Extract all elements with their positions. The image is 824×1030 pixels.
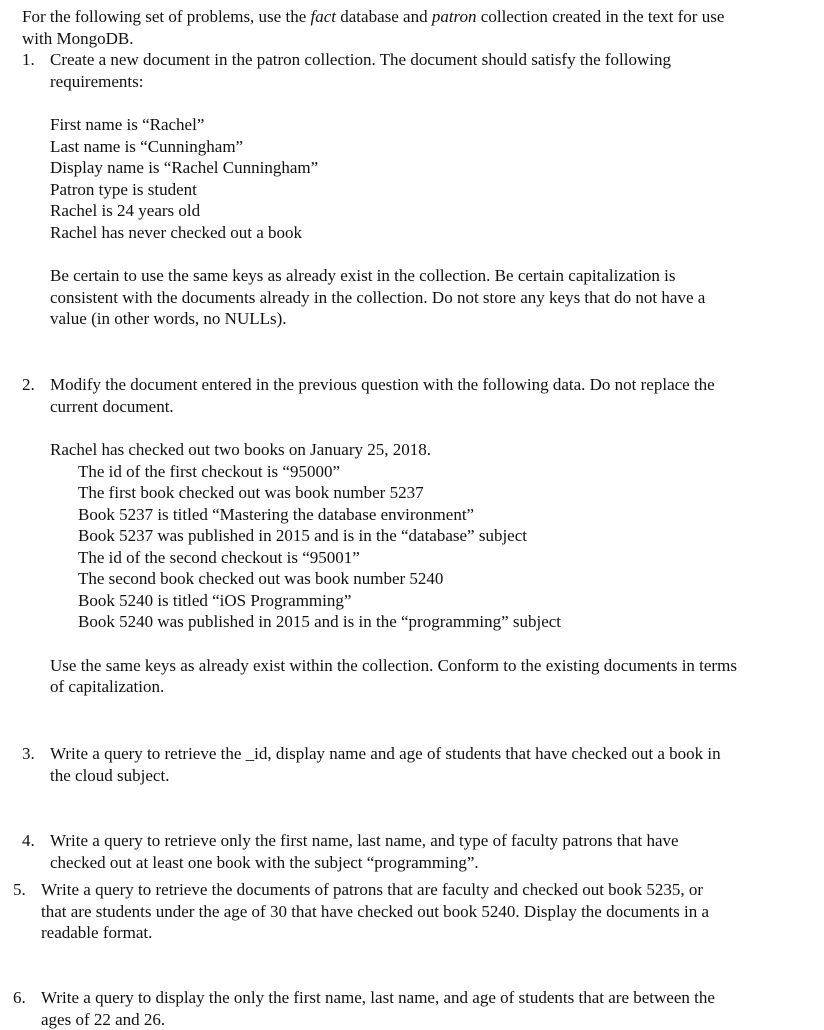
question-text-line: Write a query to display the only the first name, last name, and age of students that are between the xyxy=(41,987,824,1009)
question-text-line: Create a new document in the patron collection. The document should satisfy the following xyxy=(50,49,820,71)
note-line: value (in other words, no NULLs). xyxy=(50,308,820,330)
checkout-detail: Book 5237 was published in 2015 and is in the “database” subject xyxy=(50,525,824,547)
question-number: 5. xyxy=(13,879,26,901)
question-number: 2. xyxy=(22,374,35,396)
question-text-line: readable format. xyxy=(41,922,821,944)
checkout-detail: The id of the second checkout is “95001” xyxy=(50,547,824,569)
question-text-line: Write a query to retrieve only the first name, last name, and type of faculty patrons that have xyxy=(50,830,820,852)
question-number: 1. xyxy=(22,49,35,71)
requirement-item: Rachel is 24 years old xyxy=(50,200,820,222)
note-line: consistent with the documents already in the collection. Do not store any keys that do not have a xyxy=(50,287,820,309)
fact-database-name: fact xyxy=(311,7,337,26)
checkout-detail: The id of the first checkout is “95000” xyxy=(50,461,824,483)
checkout-detail: Book 5240 was published in 2015 and is in the “programming” subject xyxy=(50,611,824,633)
checkout-detail: Book 5240 is titled “iOS Programming” xyxy=(50,590,824,612)
intro-line-1: For the following set of problems, use the fact database and patron collection created in the text for use xyxy=(22,6,812,28)
requirement-item: Display name is “Rachel Cunningham” xyxy=(50,157,820,179)
question-text-line: checked out at least one book with the subject “programming”. xyxy=(50,852,820,874)
question-text-line: the cloud subject. xyxy=(50,765,820,787)
requirement-item: Patron type is student xyxy=(50,179,820,201)
question-number: 3. xyxy=(22,743,35,765)
question-number: 4. xyxy=(22,830,35,852)
note-line: of capitalization. xyxy=(50,676,824,698)
requirement-item: Rachel has never checked out a book xyxy=(50,222,820,244)
requirement-item: Last name is “Cunningham” xyxy=(50,136,820,158)
checkout-heading: Rachel has checked out two books on January 25, 2018. xyxy=(50,439,824,461)
question-text-line: requirements: xyxy=(50,71,820,93)
patron-collection-name: patron xyxy=(432,7,477,26)
question-number: 6. xyxy=(13,987,26,1009)
question-text-line: ages of 22 and 26. xyxy=(41,1009,824,1030)
intro-paragraph xyxy=(22,6,812,49)
requirement-item: First name is “Rachel” xyxy=(50,114,820,136)
question-text-line: Write a query to retrieve the _id, display name and age of students that have checked out a book in xyxy=(50,743,820,765)
checkout-detail: Book 5237 is titled “Mastering the database environment” xyxy=(50,504,824,526)
question-text-line: Modify the document entered in the previous question with the following data. Do not replace the xyxy=(50,374,824,396)
checkout-detail: The first book checked out was book number 5237 xyxy=(50,482,824,504)
question-text-line: Write a query to retrieve the documents of patrons that are faculty and checked out book 5235, or xyxy=(41,879,821,901)
question-text-line: current document. xyxy=(50,396,824,418)
intro-line-2: with MongoDB. xyxy=(22,28,812,50)
note-line: Use the same keys as already exist within the collection. Conform to the existing documents in terms xyxy=(50,655,824,677)
checkout-detail: The second book checked out was book number 5240 xyxy=(50,568,824,590)
question-text-line: that are students under the age of 30 that have checked out book 5240. Display the documents in a xyxy=(41,901,821,923)
note-line: Be certain to use the same keys as already exist in the collection. Be certain capitalization is xyxy=(50,265,820,287)
